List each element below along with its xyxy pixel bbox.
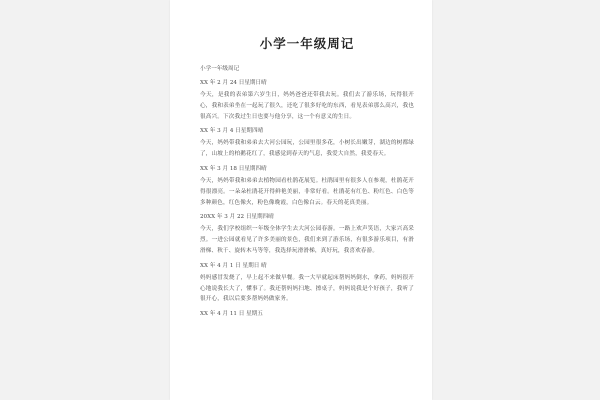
entry-text: 今天，妈妈带我和弟弟去植物园看杜鹃花展览。杜鹃园里有很多人在参观，杜鹃花开得很漂亮。一朵朵杜鹃花开得鲜艳美丽，非常好看。杜鹃花有红色、粉红色、白色等多种颜色，红色像火，粉色像晚霞，白色像白云。春天的花真美丽。 (200, 177, 414, 206)
diary-entry-4 (200, 212, 414, 256)
diary-entry-2 (200, 126, 414, 160)
entry-date: XX 年 2 月 24 日星期日晴 (200, 80, 267, 86)
entry-text: 今天，是我的表弟第六岁生日，妈妈爸爸还带我去玩。我们去了游乐场，玩得很开心，我和表弟坐在一起玩了很久，还吃了很多好吃的东西，看见表弟那么高兴，我也很高兴。下次我过生日也要与他分享，这一个有意义的生日。 (200, 92, 414, 120)
entry-text: 今天，妈妈带我和弟弟去大河公园玩，公园里很多花，小树长出嫩芽，湖边的树都绿了，山坡上的柏鹅花红了，我感觉到春天的气息，我爱大自然，我爱春天。 (200, 140, 414, 158)
entry-date: XX 年 4 月 11 日 星期五 (200, 311, 263, 318)
diary-entry-3 (200, 164, 414, 208)
entry-text: 今天，我们学校组织一年级全体学生去大河公园春游。一路上欢声笑语，大家兴高采烈。一进公园就看见了许多美丽的景色，我们来到了游乐场，有很多游乐项目，有滑滑梯、秋千、旋转木马等等，我选择玩滑滑梯，真好玩，我喜欢春游。 (200, 226, 414, 254)
entry-text: 妈妈感冒发烧了，早上起不来做早餐。我一大早就起床帮妈妈倒水，拿药，妈妈很开心地说我长大了，懂事了。我还帮妈妈扫地、擦桌子，妈妈说我是个好孩子，我听了很开心，我以后要多帮妈妈做家务。 (200, 274, 414, 303)
page-title: 小学一年级周记 (259, 36, 355, 51)
diary-entry-6 (200, 309, 414, 317)
diary-entry-1 (200, 78, 414, 122)
entry-date: 20XX 年 3 月 22 日星期四晴 (200, 214, 274, 221)
document-page (170, 0, 432, 400)
diary-entry-5 (200, 261, 414, 305)
entry-date: XX 年 3 月 18 日星期四晴 (200, 165, 267, 172)
entry-date: XX 年 4 月 1 日 星期日 晴 (200, 262, 267, 269)
entry-date: XX 年 3 月 4 日星期四晴 (200, 128, 264, 135)
document-subtitle: 小学一年级周记 (200, 66, 240, 72)
